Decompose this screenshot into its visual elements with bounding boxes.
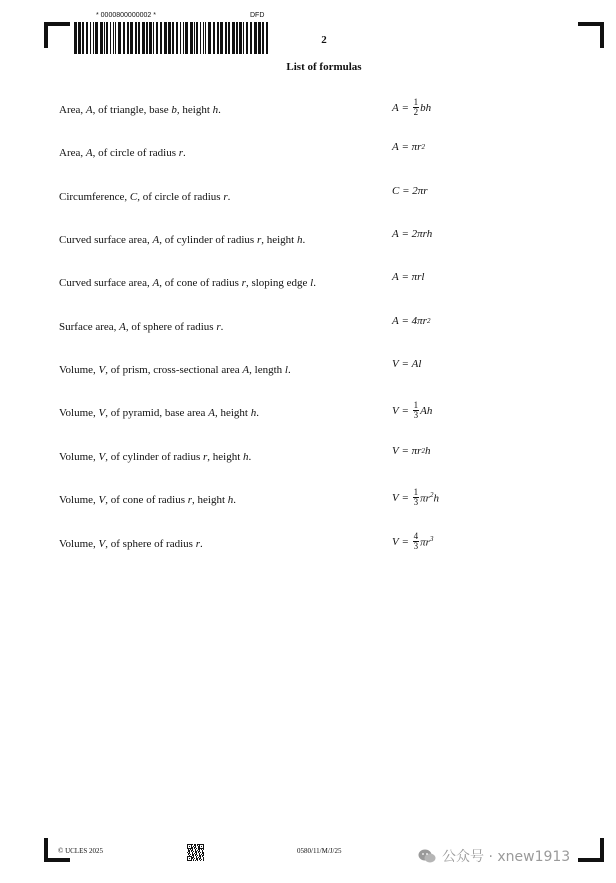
formula-row xyxy=(59,141,559,175)
page-number: 2 xyxy=(321,34,327,46)
formula-expression: C = 2πr xyxy=(392,185,428,197)
barcode-number: * 0000800000002 * xyxy=(96,12,156,19)
formula-expression: A = 2πrh xyxy=(392,228,433,240)
formula-row xyxy=(59,358,559,392)
corner-mark-bottom-right-h xyxy=(578,858,604,862)
formula-row xyxy=(59,400,559,435)
formula-description: Volume, V, of cylinder of radius r, height h. xyxy=(59,451,252,463)
formula-row xyxy=(59,271,559,305)
formula-expression: V = $\frac{1}{3}$ Ah xyxy=(392,400,433,420)
page-title: List of formulas xyxy=(286,61,362,73)
formula-description: Curved surface area, A, of cone of radius r, sloping edge l. xyxy=(59,277,316,289)
formula-description: Area, A, of circle of radius r. xyxy=(59,147,186,159)
formula-description: Volume, V, of cone of radius r, height h. xyxy=(59,494,237,506)
corner-mark-top-left-h xyxy=(44,22,70,26)
copyright: © UCLES 2025 xyxy=(58,847,103,855)
formula-expression: V = Al xyxy=(392,358,422,370)
dfd-label: DFD xyxy=(250,12,265,19)
corner-mark-bottom-left-h xyxy=(44,858,70,862)
formula-description: Surface area, A, of sphere of radius r. xyxy=(59,321,224,333)
formula-expression: A = πr 2 xyxy=(392,141,425,153)
formula-row xyxy=(59,315,559,349)
formula-row xyxy=(59,445,559,479)
formula-row xyxy=(59,185,559,219)
formula-expression: A = 4πr 2 xyxy=(392,315,431,327)
formula-expression: A = πrl xyxy=(392,271,425,283)
formula-description: Curved surface area, A, of cylinder of radius r, height h. xyxy=(59,234,306,246)
formula-description: Volume, V, of prism, cross-sectional area A, length l. xyxy=(59,364,291,376)
formula-expression: V = $\frac{1}{3}$ $\pi r^2h$ xyxy=(392,487,439,507)
watermark-text: 公众号 · xnew1913 xyxy=(442,849,571,865)
watermark xyxy=(418,846,570,866)
corner-mark-top-right-h xyxy=(578,22,604,26)
formula-row xyxy=(59,487,559,522)
paper-code: 0580/11/M/J/25 xyxy=(297,847,342,855)
formula-description: Volume, V, of pyramid, base area A, height h. xyxy=(59,407,259,419)
wechat-icon xyxy=(418,848,436,864)
formula-expression: V = $\frac{4}{3}$ $\pi r^3$ xyxy=(392,531,434,551)
formula-expression: A = $\frac{1}{2}$ bh xyxy=(392,97,432,117)
formula-expression: V = πr 2 h xyxy=(392,445,431,457)
formula-description: Area, A, of triangle, base b, height h. xyxy=(59,104,221,116)
formula-row xyxy=(59,531,559,566)
formula-description: Volume, V, of sphere of radius r. xyxy=(59,538,203,550)
qr-code-icon xyxy=(187,844,204,861)
formula-description: Circumference, C, of circle of radius r. xyxy=(59,191,231,203)
formula-row xyxy=(59,97,559,132)
formula-row xyxy=(59,228,559,262)
